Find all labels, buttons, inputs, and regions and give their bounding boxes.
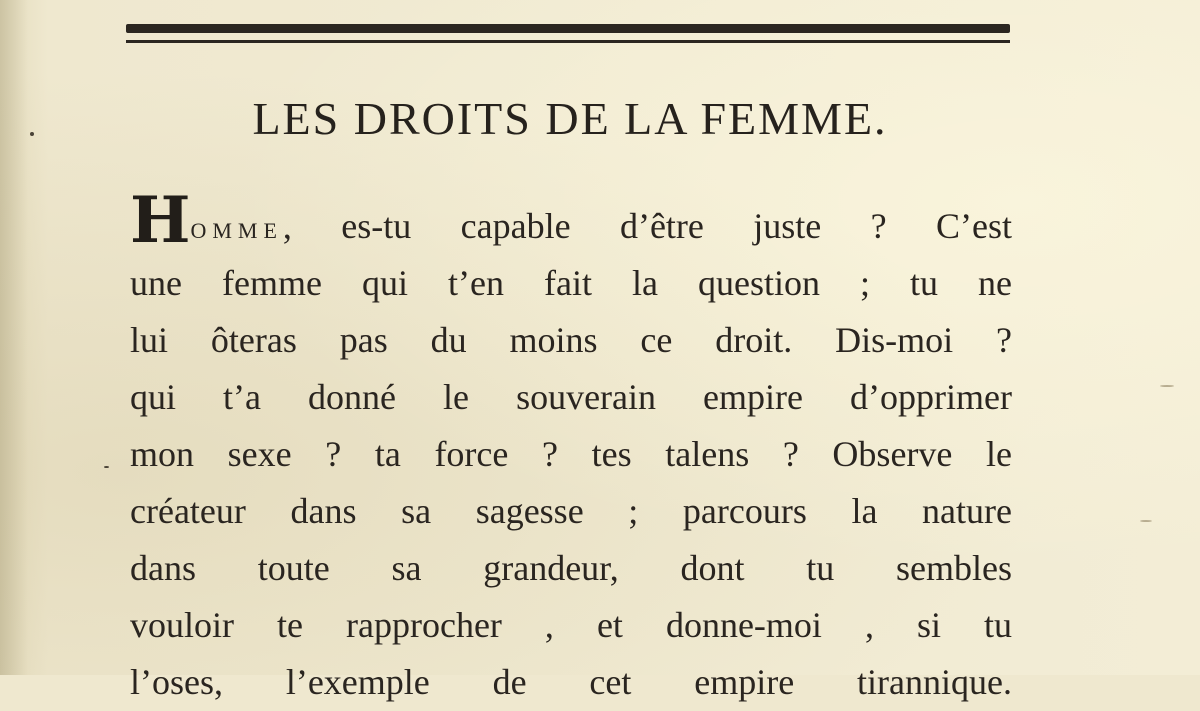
- text-line-2: une femme qui t’en fait la question ; tu ne: [130, 263, 1012, 303]
- header-rule-thick: [126, 24, 1010, 33]
- header-rule-thin: [126, 40, 1010, 43]
- text-line-1-rest: , es-tu capable d’être juste ? C’est: [282, 206, 1012, 246]
- binding-shadow: [0, 0, 28, 675]
- body-paragraph: [130, 183, 1012, 711]
- text-line-6: créateur dans sa sagesse ; parcours la nature: [130, 491, 1012, 531]
- text-line-1: [130, 183, 1012, 258]
- text-line-9: l’oses, l’exemple de cet empire tirannique.: [130, 662, 1012, 702]
- speck: [1140, 520, 1152, 522]
- speck: [104, 466, 109, 468]
- speck: [1160, 385, 1174, 387]
- text-line-3: lui ôteras pas du moins ce droit. Dis-moi ?: [130, 320, 1012, 360]
- header-rule: [126, 18, 1010, 58]
- drop-cap: H: [130, 183, 191, 258]
- first-word-smallcaps: OMME: [190, 218, 283, 243]
- page-title: LES DROITS DE LA FEMME.: [252, 93, 888, 144]
- text-line-5: mon sexe ? ta force ? tes talens ? Observe le: [130, 434, 1012, 474]
- speck: [30, 132, 34, 136]
- text-line-7: dans toute sa grandeur, dont tu sembles: [130, 548, 1012, 588]
- text-line-8: vouloir te rapprocher , et donne-moi , si tu: [130, 605, 1012, 645]
- text-line-4: qui t’a donné le souverain empire d’opprimer: [130, 377, 1012, 417]
